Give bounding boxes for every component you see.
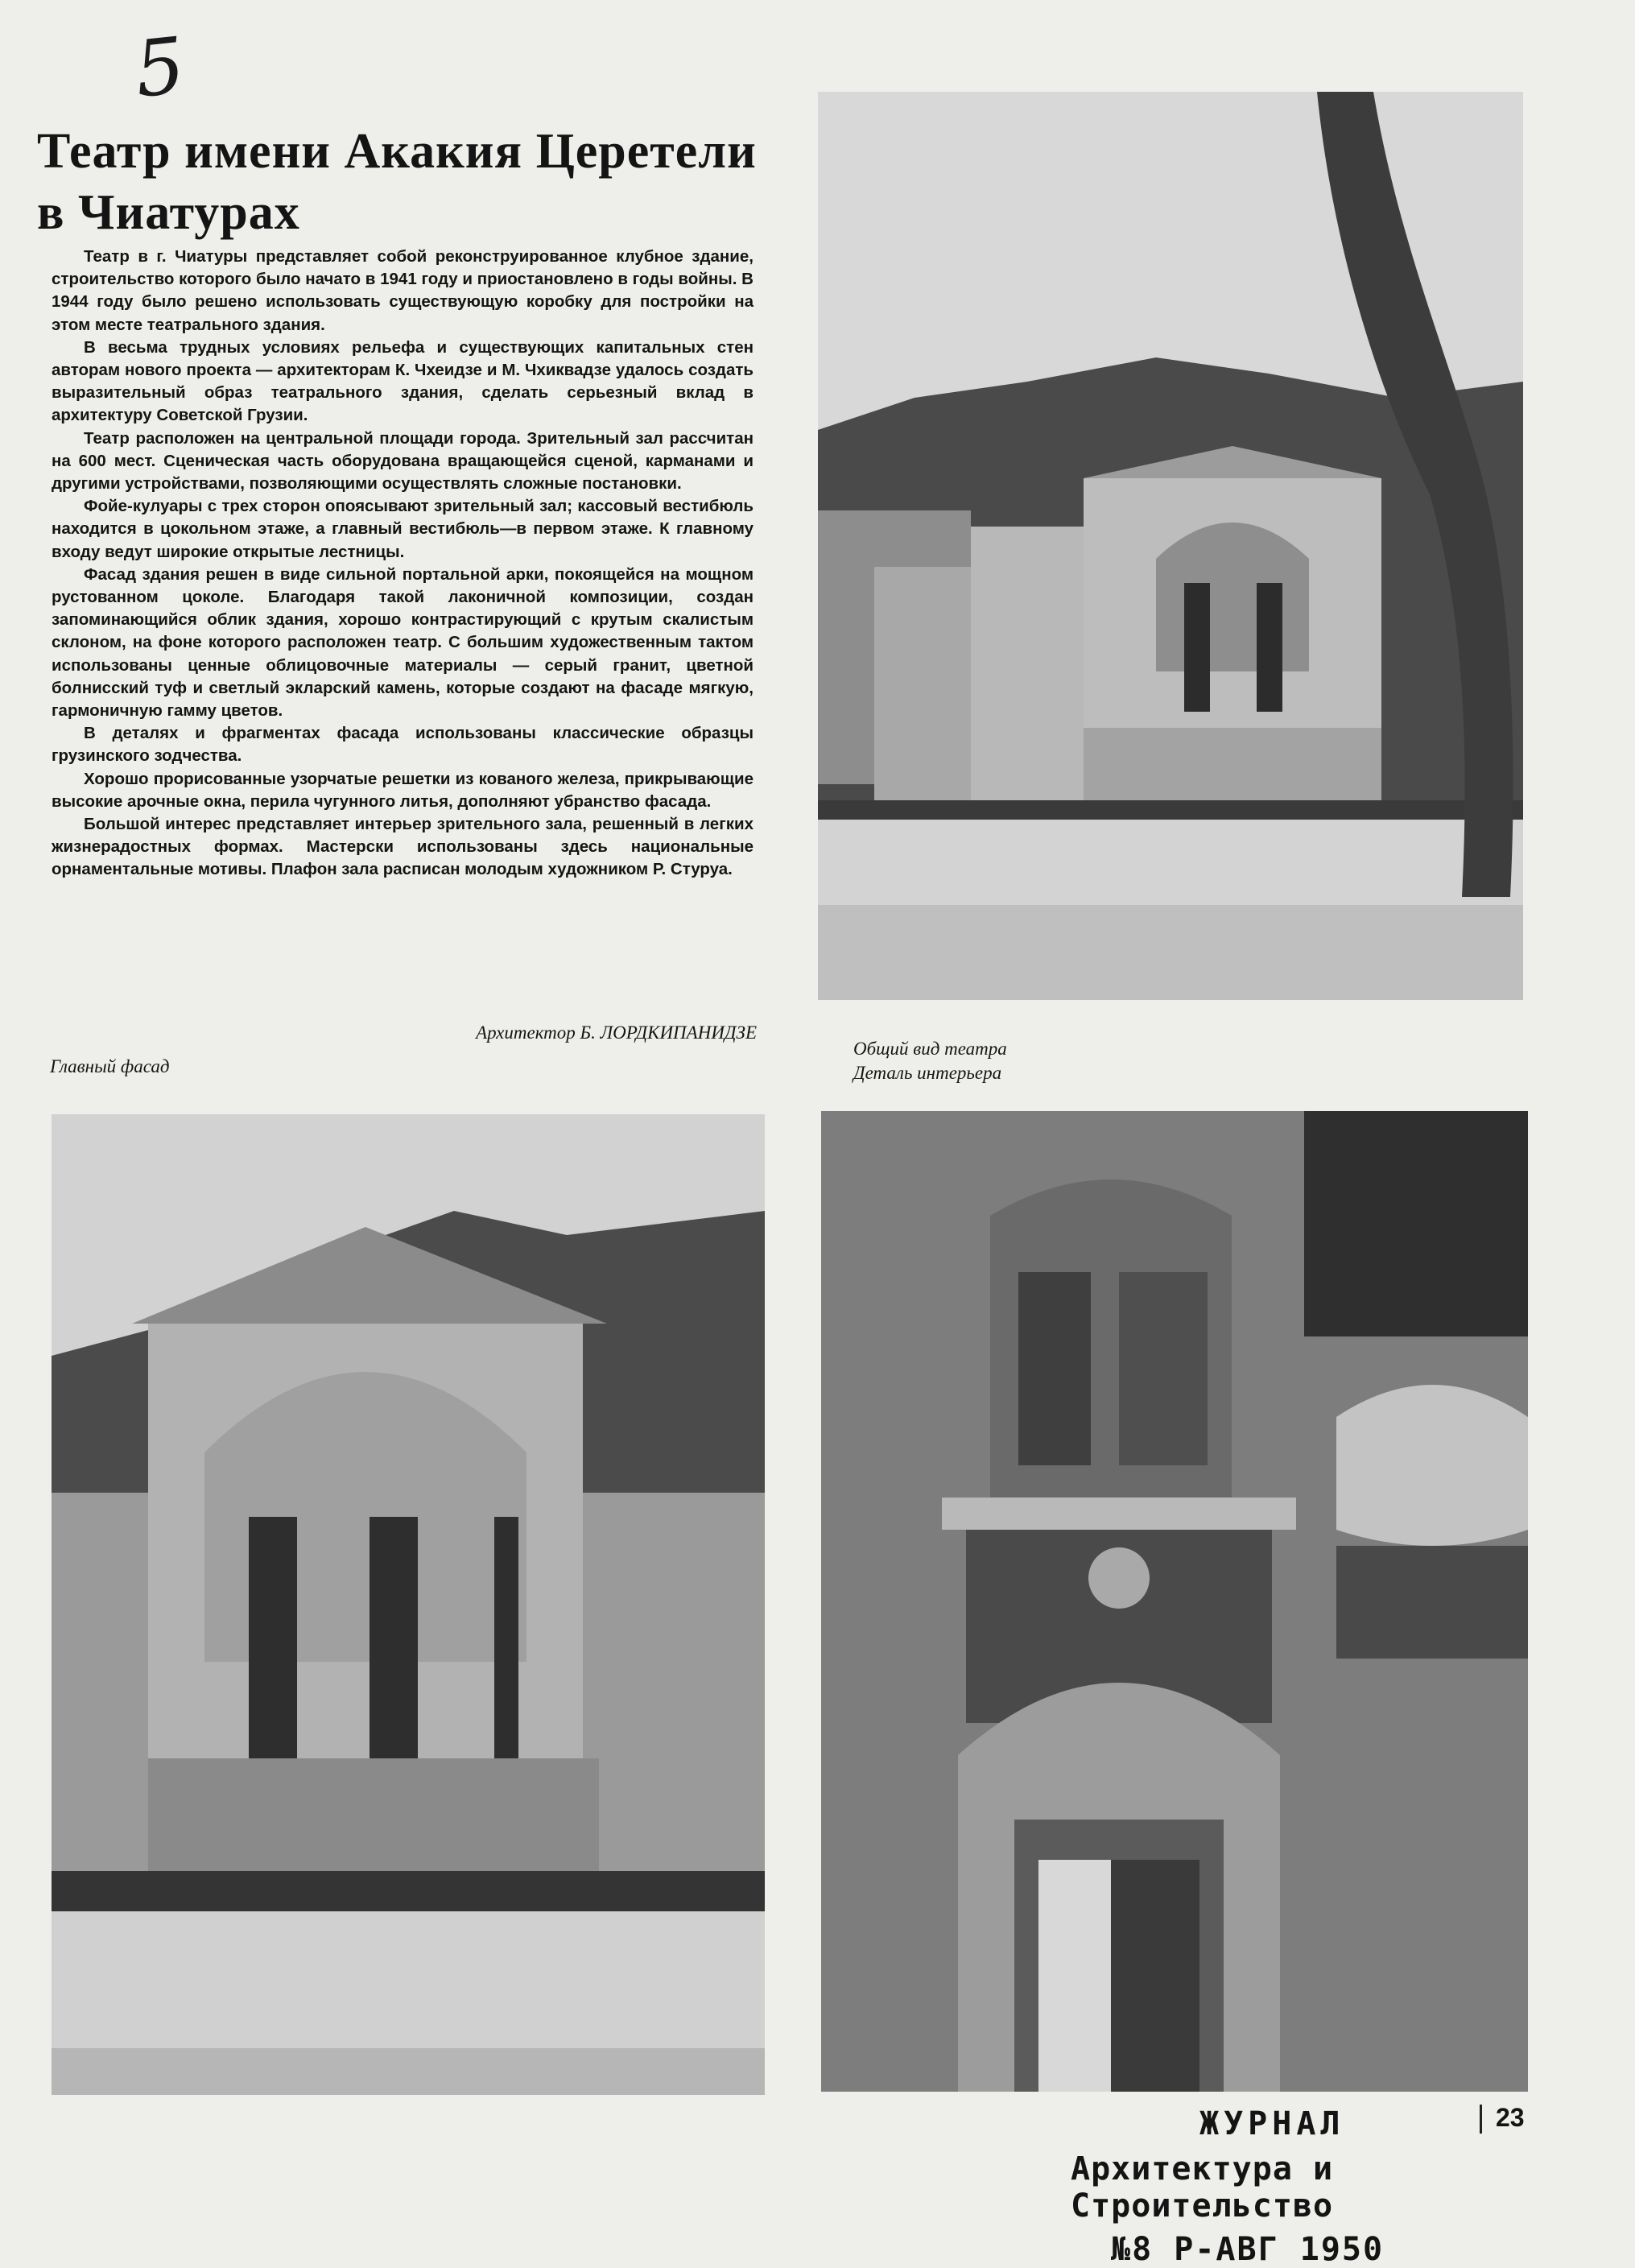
- magazine-title: Архитектура и Строительство: [1071, 2150, 1334, 2225]
- paragraph: Фойе-кулуары с трех сторон опоясывают зрительный зал; кассовый вестибюль находится в цокольном этаже, а главный вестибюль—в первом этаже. К главному входу ведут широкие открытые лестницы.: [52, 497, 754, 561]
- paragraph: В деталях и фрагментах фасада использованы классические образцы грузинского зодчества.: [52, 724, 754, 766]
- photo-interior-detail: [821, 1111, 1528, 2092]
- paragraph: Театр расположен на центральной площади города. Зрительный зал рассчитан на 600 мест. Сценическая часть оборудована вращающейся сценой, карманами и другими устройствами, позволяющими осуществлять сложные постановки.: [52, 428, 754, 494]
- title-line-2: в Чиатурах: [37, 185, 300, 240]
- caption-main-facade: Главный фасад: [50, 1056, 170, 1076]
- caption-interior-detail: Деталь интерьера: [853, 1063, 1002, 1083]
- journal-stamp: [1071, 2105, 1570, 2268]
- article-title: [37, 121, 762, 243]
- photo-general-view: [818, 92, 1523, 1000]
- paragraph: В весьма трудных условиях рельефа и существующих капитальных стен авторам нового проекта — архитекторам К. Чхеидзе и М. Чхиквадзе удалось создать выразительный образ театрального здания, сделать серьезный вклад в архитектуру Советской Грузии.: [52, 337, 754, 425]
- handwritten-page-mark: 5: [130, 20, 189, 115]
- paragraph: Хорошо прорисованные узорчатые решетки из кованого железа, прикрывающие высокие арочные окна, перила чугунного литья, дополняют убранство фасада.: [52, 769, 754, 811]
- page-number: 23: [1496, 2103, 1525, 2132]
- issue-info: №8 Р-АВГ 1950: [1111, 2231, 1385, 2268]
- journal-label: ЖУРНАЛ: [1199, 2105, 1345, 2142]
- article-body: [52, 246, 754, 882]
- title-line-1: Театр имени Акакия Церетели: [37, 124, 757, 179]
- caption-general-view: Общий вид театра: [853, 1039, 1007, 1059]
- paragraph: Театр в г. Чиатуры представляет собой реконструированное клубное здание, строительство которого было начато в 1941 году и приостановлено в годы войны. В 1944 году было решено использовать существующую коробку для постройки на этом месте театрального здания.: [52, 247, 754, 334]
- photo-main-facade: [52, 1114, 765, 2095]
- paragraph: Фасад здания решен в виде сильной портальной арки, покоящейся на мощном рустованном цоколе. Благодаря такой лаконичной композиции, создан запоминающийся облик здания, хорошо контрастирующий с крутым скалистым склоном, на фоне которого расположен театр. С большим художественным тактом использованы ценные облицовочные материалы — серый гранит, цветной болнисский туф и светлый экларский камень, которые создают на фасаде мягкую, гармоничную гамму цветов.: [52, 564, 754, 721]
- paragraph: Большой интерес представляет интерьер зрительного зала, решенный в легких жизнерадостных формах. Мастерски использованы здесь национальные орнаментальные мотивы. Плафон зала расписан молодым художником Р. Стуруа.: [52, 815, 754, 879]
- author-signature: Архитектор Б. ЛОРДКИПАНИДЗЕ: [476, 1022, 757, 1043]
